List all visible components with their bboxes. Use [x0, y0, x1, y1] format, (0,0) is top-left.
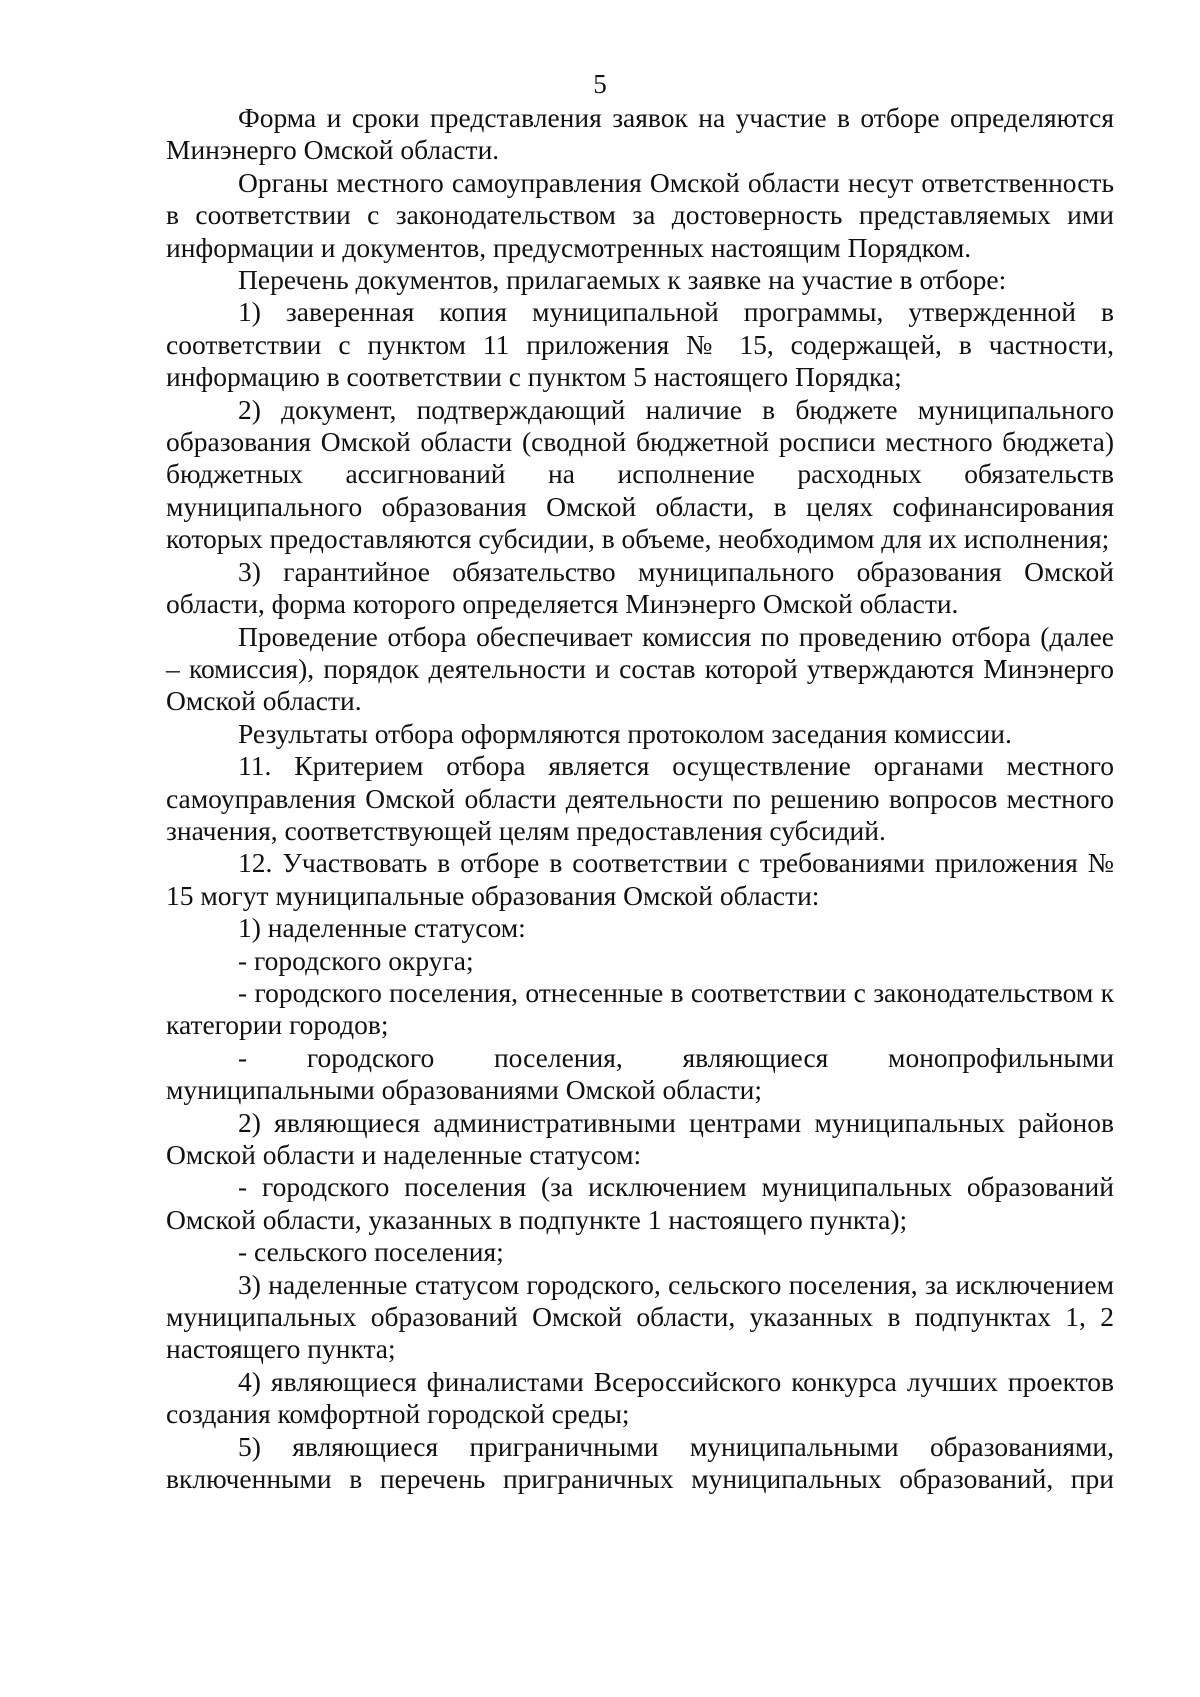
- list-item-urban-district: - городского округа;: [238, 944, 474, 976]
- paragraph-local-authorities-responsibility: Органы местного самоуправления Омской области несут ответственность в соответствии с законодательством за достоверность представляемых ими информации и документов, предусмотренных настоящим Порядком.: [166, 166, 1114, 263]
- list-item-status-intro: 1) наделенные статусом:: [238, 912, 526, 944]
- list-item-guarantee-obligation: 3) гарантийное обязательство муниципального образования Омской области, форма которого определяется Минэнерго Омской области.: [166, 555, 1114, 620]
- paragraph-application-form: Форма и сроки представления заявок на участие в отборе определяются Минэнерго Омской области.: [166, 102, 1114, 166]
- list-item-other-settlements: 3) наделенные статусом городского, сельского поселения, за исключением муниципальных образований Омской области, указанных в подпунктах 1, 2 настоящего пункта;: [166, 1268, 1114, 1365]
- list-item-border-municipalities: 5) являющиеся приграничными муниципальными образованиями, включенными в перечень приграничных муниципальных образований, при: [166, 1430, 1114, 1495]
- list-item-budget-document: 2) документ, подтверждающий наличие в бюджете муниципального образования Омской области (сводной бюджетной росписи местного бюджета) бюджетных ассигнований на исполнение расходных обязательств муниципального образования Омской области, в целях софинансирования которых предоставляются субсидии, в объеме, необходимом для их исполнения;: [166, 393, 1114, 555]
- paragraph-clause-11-criterion: 11. Критерием отбора является осуществление органами местного самоуправления Омской области деятельности по решению вопросов местного значения, соответствующей целям предоставления субсидий.: [166, 750, 1114, 846]
- list-item-urban-settlement-city: - городского поселения, отнесенные в соответствии с законодательством к категории городов;: [166, 976, 1114, 1041]
- document-body: [166, 102, 1114, 1495]
- paragraph-clause-12-participants: 12. Участвовать в отборе в соответствии с требованиями приложения № 15 могут муниципальные образования Омской области:: [166, 847, 1114, 911]
- page-number: 5: [593, 69, 607, 99]
- list-item-contest-finalists: 4) являющиеся финалистами Всероссийского конкурса лучших проектов создания комфортной городской среды;: [166, 1365, 1114, 1430]
- list-item-rural-settlement: - сельского поселения;: [238, 1236, 504, 1268]
- paragraph-commission: Проведение отбора обеспечивает комиссия по проведению отбора (далее – комиссия), порядок деятельности и состав которой утверждаются Минэнерго Омской области.: [166, 620, 1114, 717]
- list-item-urban-settlement-monoprofile: - городского поселения, являющиеся монопрофильными муниципальными образованиями Омской области;: [166, 1041, 1114, 1106]
- list-item-urban-settlement-exclusion: - городского поселения (за исключением муниципальных образований Омской области, указанных в подпункте 1 настоящего пункта);: [166, 1171, 1114, 1235]
- list-item-municipal-program-copy: 1) заверенная копия муниципальной программы, утвержденной в соответствии с пунктом 11 приложения № 15, содержащей, в частности, информацию в соответствии с пунктом 5 настоящего Порядка;: [166, 296, 1114, 393]
- list-item-administrative-centers: 2) являющиеся административными центрами муниципальных районов Омской области и наделенные статусом:: [166, 1106, 1114, 1170]
- paragraph-documents-list-intro: Перечень документов, прилагаемых к заявке на участие в отборе:: [238, 264, 1007, 296]
- paragraph-selection-results: Результаты отбора оформляются протоколом заседания комиссии.: [238, 717, 1012, 749]
